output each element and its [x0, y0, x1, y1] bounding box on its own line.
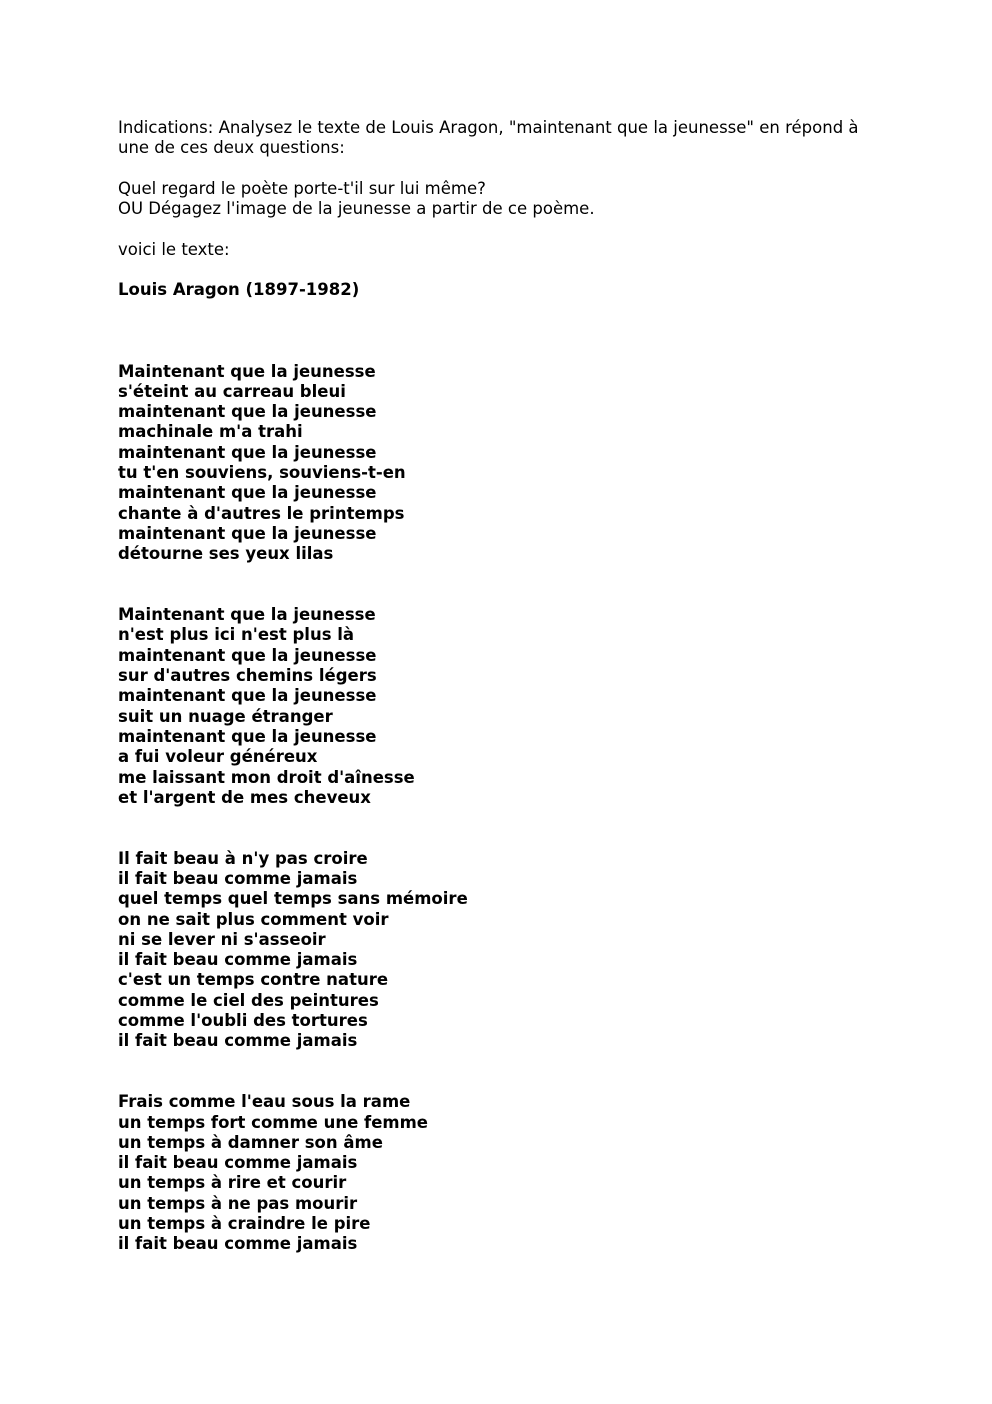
poem-line: me laissant mon droit d'aînesse [118, 767, 415, 787]
poem-line: un temps à damner son âme [118, 1132, 383, 1152]
poem-line: chante à d'autres le printemps [118, 503, 405, 523]
question-2: OU Dégagez l'image de la jeunesse a partir de ce poème. [118, 199, 595, 219]
poem-line: n'est plus ici n'est plus là [118, 625, 355, 645]
poem-line: suit un nuage étranger [118, 706, 333, 726]
poem-line: Maintenant que la jeunesse [118, 361, 376, 381]
poem-line: maintenant que la jeunesse [118, 483, 377, 503]
indications-line-2: une de ces deux questions: [118, 138, 345, 158]
poem-line: maintenant que la jeunesse [118, 726, 377, 746]
stanza-3 [118, 849, 888, 1052]
poem-line: maintenant que la jeunesse [118, 442, 377, 462]
poem-line: un temps fort comme une femme [118, 1112, 428, 1132]
indications-paragraph [118, 118, 888, 159]
poem-line: il fait beau comme jamais [118, 868, 358, 888]
document-page [118, 118, 888, 1255]
poem-line: Il fait beau à n'y pas croire [118, 848, 368, 868]
poem-line: maintenant que la jeunesse [118, 686, 377, 706]
poem-line: il fait beau comme jamais [118, 1153, 358, 1173]
poem-line: quel temps quel temps sans mémoire [118, 889, 468, 909]
poem-line: tu t'en souviens, souviens-t-en [118, 463, 406, 483]
poem-line: ni se lever ni s'asseoir [118, 929, 326, 949]
poem-line: maintenant que la jeunesse [118, 645, 377, 665]
poem-line: machinale m'a trahi [118, 422, 303, 442]
poem-line: Maintenant que la jeunesse [118, 605, 376, 625]
poem-line: on ne sait plus comment voir [118, 909, 389, 929]
poem-line: détourne ses yeux lilas [118, 544, 334, 564]
question-1: Quel regard le poète porte-t'il sur lui même? [118, 178, 486, 198]
poem-line: comme le ciel des peintures [118, 990, 379, 1010]
poem-line: il fait beau comme jamais [118, 950, 358, 970]
questions-paragraph [118, 179, 888, 220]
poem-line: il fait beau comme jamais [118, 1031, 358, 1051]
indications-line-1: Indications: Analysez le texte de Louis Aragon, "maintenant que la jeunesse" en répond à [118, 118, 859, 137]
intro-text: voici le texte: [118, 239, 230, 259]
poem-line: un temps à ne pas mourir [118, 1193, 358, 1213]
poem-line: un temps à rire et courir [118, 1173, 347, 1193]
intro-paragraph [118, 240, 888, 260]
poem-line: sur d'autres chemins légers [118, 666, 377, 686]
poem-line: maintenant que la jeunesse [118, 523, 377, 543]
stanza-1 [118, 362, 888, 565]
poem-line: c'est un temps contre nature [118, 970, 389, 990]
poem-line: a fui voleur généreux [118, 747, 318, 767]
poem-line: s'éteint au carreau bleui [118, 381, 346, 401]
poem-line: maintenant que la jeunesse [118, 402, 377, 422]
stanza-2 [118, 605, 888, 808]
poem-line: comme l'oubli des tortures [118, 1011, 368, 1031]
author-name: Louis Aragon (1897-1982) [118, 280, 360, 300]
stanza-4 [118, 1092, 888, 1254]
poem-line: Frais comme l'eau sous la rame [118, 1092, 411, 1112]
author-heading [118, 280, 888, 300]
poem-line: il fait beau comme jamais [118, 1234, 358, 1254]
poem-line: et l'argent de mes cheveux [118, 787, 371, 807]
poem-line: un temps à craindre le pire [118, 1214, 371, 1234]
